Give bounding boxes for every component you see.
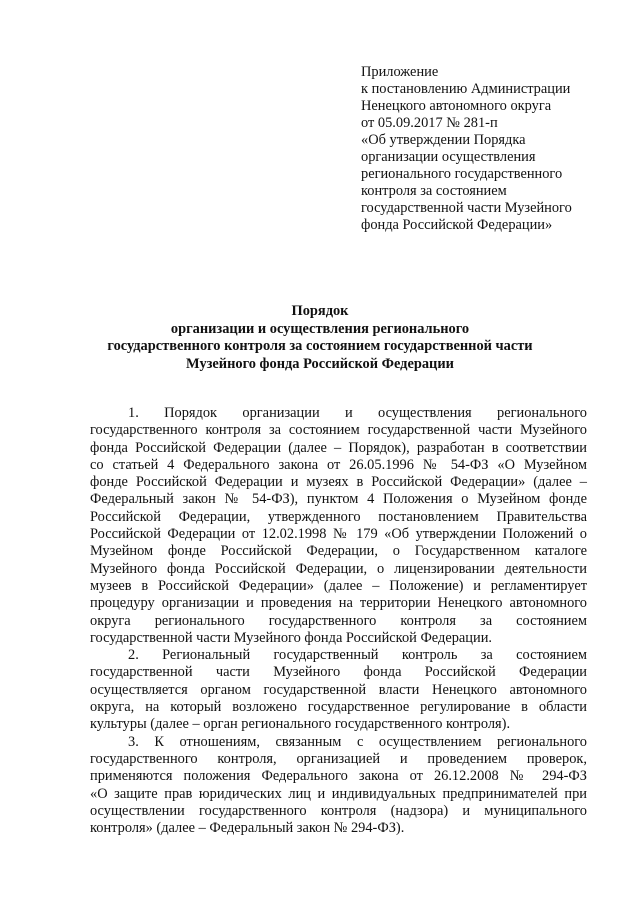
paragraph-line: государственной части Музейного фонда Российской Федерации [90, 664, 587, 681]
paragraph-line: Музейного фонда Российской Федерации, о лицензировании деятельности [90, 560, 587, 577]
paragraph-1 [90, 405, 587, 647]
appendix-line: к постановлению Администрации [361, 81, 571, 97]
paragraph-line: Федеральный закон № 54-ФЗ), пунктом 4 Положения о Музейном фонде [90, 491, 587, 508]
appendix-line: организации осуществления [361, 149, 536, 165]
appendix-line: фонда Российской Федерации» [361, 217, 553, 233]
document-title [60, 303, 580, 373]
paragraph-line: округа регионального государственного контроля за состоянием [90, 612, 587, 629]
title-line: Музейного фонда Российской Федерации [186, 355, 454, 372]
appendix-line: государственной части Музейного [361, 200, 572, 216]
paragraph-2 [90, 647, 587, 733]
paragraph-line: культуры (далее – орган регионального государственного контроля). [90, 716, 511, 733]
paragraph-line: применяются положения Федерального закона от 26.12.2008 № 294-ФЗ [90, 768, 587, 785]
title-line: государственного контроля за состоянием государственной части [107, 338, 533, 354]
title-line: Порядок [291, 303, 349, 319]
paragraph-line: фонде Российской Федерации и музеях в Российской Федерации» (далее – [90, 474, 587, 491]
paragraph-line: фонда Российской Федерации (далее – Порядок), разработан в соответствии [90, 439, 587, 456]
appendix-line: от 05.09.2017 № 281-п [361, 115, 498, 131]
appendix-line: Приложение [361, 64, 439, 80]
paragraph-line: 2. Региональный государственный контроль за состоянием [128, 647, 587, 664]
paragraph-line: контроля» (далее – Федеральный закон № 294-ФЗ). [90, 820, 405, 837]
paragraph-line: процедуру организации и проведения на территории Ненецкого автономного [90, 595, 587, 612]
appendix-header [361, 64, 611, 234]
paragraph-line: музеев в Российской Федерации» (далее – Положение) и регламентирует [90, 577, 587, 594]
document-body [90, 405, 587, 837]
paragraph-line: государственного контроля, организацией и проведением проверок, [90, 750, 587, 767]
paragraph-line: Российской Федерации, утвержденного постановлением Правительства [90, 508, 587, 525]
paragraph-line: 3. К отношениям, связанным с осуществлением регионального [128, 733, 587, 750]
appendix-line: контроля за состоянием [361, 183, 507, 199]
paragraph-line: Российской Федерации от 12.02.1998 № 179 «Об утверждении Положений о [90, 526, 587, 543]
paragraph-line: осуществляется органом государственной власти Ненецкого автономного [90, 681, 587, 698]
paragraph-line: Музейном фонде Российской Федерации, о Государственном каталоге [90, 543, 587, 560]
paragraph-line: со статьей 4 Федерального закона от 26.05.1996 № 54-ФЗ «О Музейном [90, 456, 587, 473]
appendix-line: Ненецкого автономного округа [361, 98, 552, 114]
paragraph-line: 1. Порядок организации и осуществления регионального [128, 405, 587, 421]
appendix-line: «Об утверждении Порядка [361, 132, 526, 148]
title-line: организации и осуществления регионального [170, 320, 470, 337]
appendix-line: регионального государственного [361, 166, 563, 182]
paragraph-line: осуществлении государственного контроля (надзора) и муниципального [90, 802, 587, 819]
paragraph-3 [90, 734, 587, 838]
paragraph-line: государственного контроля за состоянием государственной части Музейного [90, 422, 587, 439]
paragraph-line: государственной части Музейного фонда Российской Федерации. [90, 629, 493, 646]
paragraph-line: «О защите прав юридических лиц и индивидуальных предпринимателей при [90, 785, 587, 802]
paragraph-line: округа, на который возложено государственное регулирование в области [90, 699, 587, 716]
